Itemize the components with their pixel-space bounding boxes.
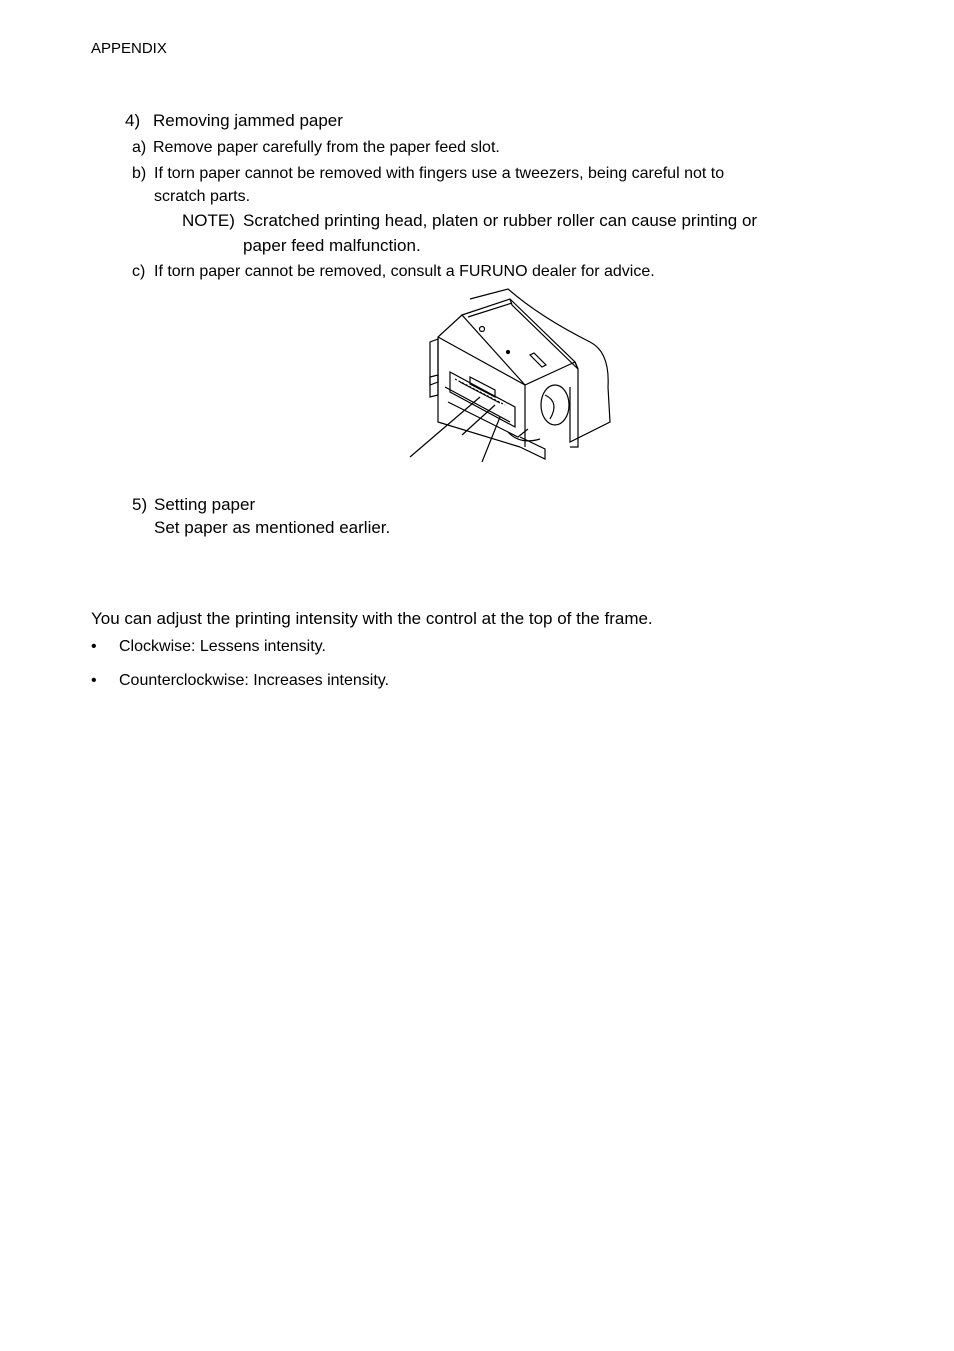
note-line-2: paper feed malfunction.	[243, 236, 421, 255]
step-4-item-a	[132, 139, 500, 157]
step-5-title: Setting paper	[154, 495, 256, 514]
intensity-intro: You can adjust the printing intensity with the control at the top of the frame.	[91, 609, 653, 628]
step-5-heading	[132, 495, 256, 515]
bullet-item-clockwise	[91, 638, 491, 660]
step-4-item-c	[132, 263, 655, 281]
bullet-symbol: •	[91, 672, 97, 689]
note-line-1	[182, 211, 758, 231]
bullet-item-counterclockwise	[91, 672, 491, 694]
item-a-text: Remove paper carefully from the paper feed slot.	[153, 139, 500, 156]
step-5-number: 5)	[132, 495, 148, 514]
page-header: APPENDIX	[91, 40, 167, 57]
item-c-text: If torn paper cannot be removed, consult a FURUNO dealer for advice.	[154, 263, 655, 280]
bullet-text: Counterclockwise: Increases intensity.	[119, 672, 390, 689]
bullet-text: Clockwise: Lessens intensity.	[119, 638, 326, 655]
item-b-text: If torn paper cannot be removed with fingers use a tweezers, being careful not to	[154, 165, 725, 182]
bullet-symbol: •	[91, 638, 97, 655]
step-4-heading	[125, 111, 343, 131]
note-text-1: Scratched printing head, platen or rubber roller can cause printing or	[243, 211, 758, 230]
step-4-title: Removing jammed paper	[153, 111, 343, 130]
item-c-label: c)	[132, 263, 146, 280]
step-5-text: Set paper as mentioned earlier.	[154, 518, 391, 537]
step-4-item-b	[132, 165, 725, 183]
item-b-text-continued: scratch parts.	[154, 188, 251, 205]
step-4-number: 4)	[125, 111, 141, 130]
printer-illustration	[400, 287, 625, 462]
item-b-label: b)	[132, 165, 147, 182]
item-a-label: a)	[132, 139, 147, 156]
note-label: NOTE)	[182, 211, 235, 230]
